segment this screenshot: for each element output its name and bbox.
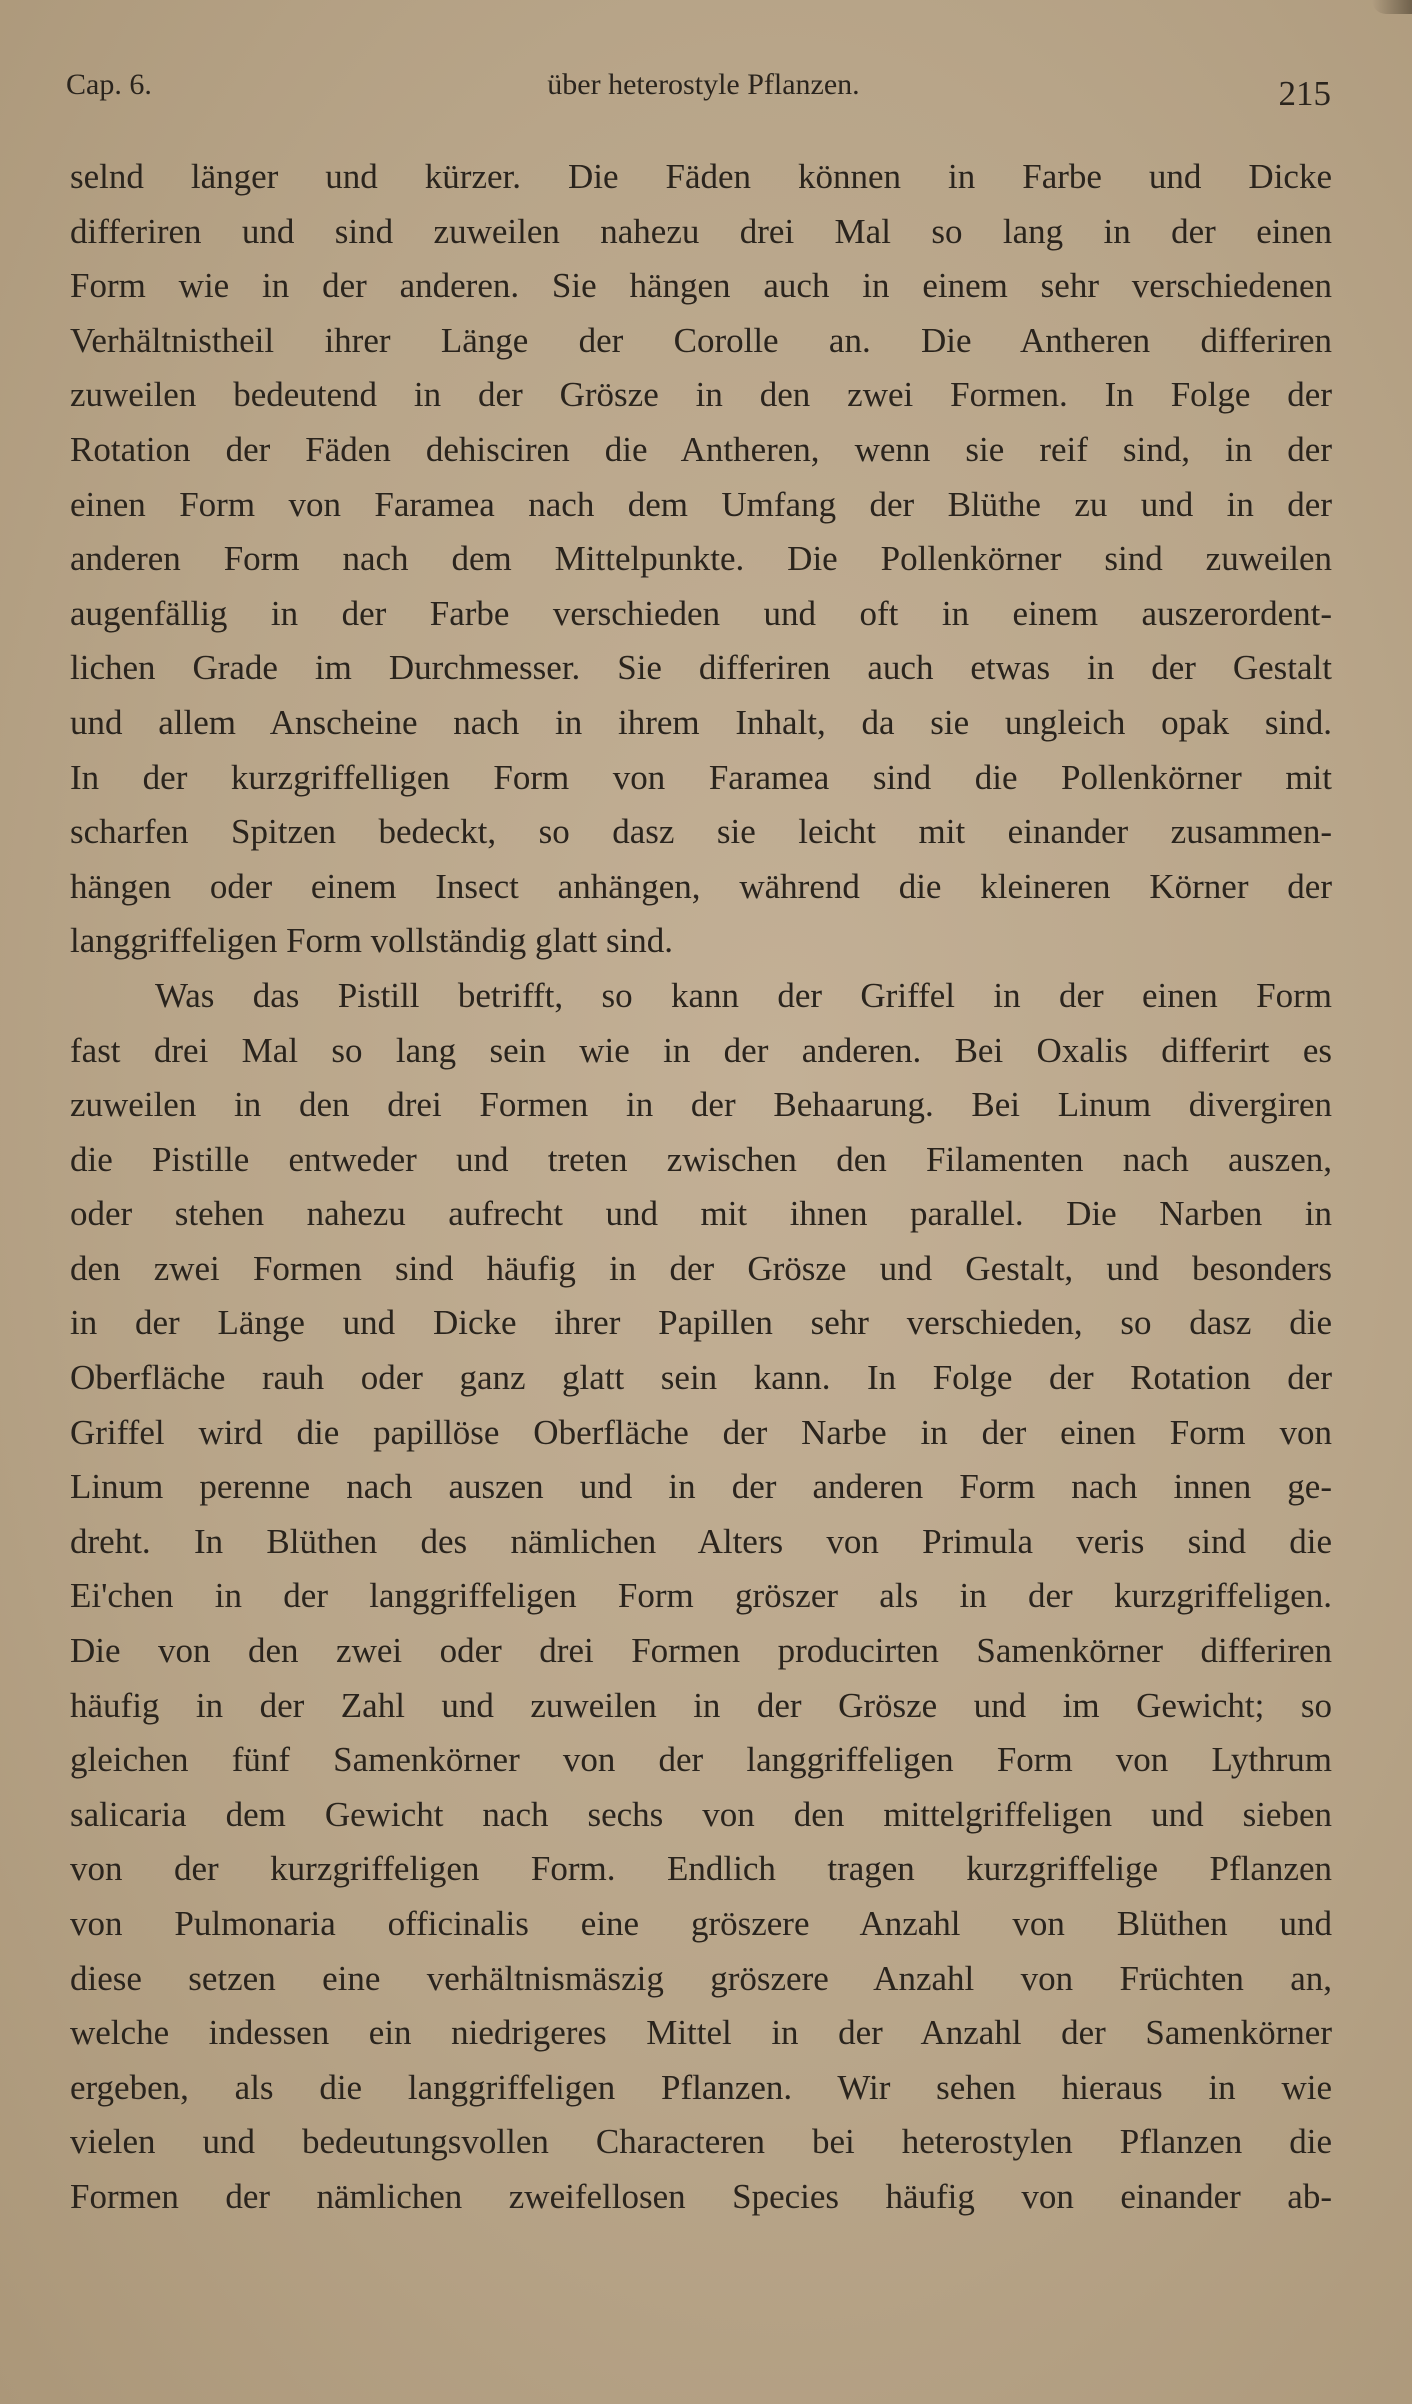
text-line: ergeben, als die langgriffeligen Pflanzen. Wir sehen hieraus in wie [70,2067,1332,2107]
text-line: Form wie in der anderen. Sie hängen auch in einem sehr verschiedenen [70,266,1332,306]
paragraph-first-line: Was das Pistill betrifft, so kann der Griffel in der einen Form [155,975,1332,1015]
running-header [66,68,1331,118]
text-line: die Pistille entweder und treten zwischen den Filamenten nach auszen, [70,1139,1332,1179]
text-line: einen Form von Faramea nach dem Umfang der Blüthe zu und in der [70,484,1332,524]
text-line: von der kurzgriffeligen Form. Endlich tragen kurzgriffelige Pflanzen [70,1849,1332,1889]
text-line: und allem Anscheine nach in ihrem Inhalt, da sie ungleich opak sind. [70,702,1332,742]
running-title: über heterostyle Pflanzen. [547,68,860,101]
page-number: 215 [1278,74,1331,113]
text-line: dreht. In Blüthen des nämlichen Alters von Primula veris sind die [70,1521,1332,1561]
text-line: selnd länger und kürzer. Die Fäden können in Farbe und Dicke [70,157,1332,196]
chapter-label: Cap. 6. [66,68,152,101]
text-line: Die von den zwei oder drei Formen producirten Samenkörner differiren [70,1631,1332,1671]
text-line: den zwei Formen sind häufig in der Grösze und Gestalt, und besonders [70,1248,1332,1288]
text-line: differiren und sind zuweilen nahezu drei Mal so lang in der einen [70,211,1332,251]
text-line: von Pulmonaria officinalis eine gröszere Anzahl von Blüthen und [70,1904,1332,1943]
text-line: Griffel wird die papillöse Oberfläche der Narbe in der einen Form von [70,1412,1332,1452]
text-line: diese setzen eine verhältnismäszig gröszere Anzahl von Früchten an, [70,1958,1332,1998]
text-line: oder stehen nahezu aufrecht und mit ihnen parallel. Die Narben in [70,1194,1332,1234]
text-line: gleichen fünf Samenkörner von der langgriffeligen Form von Lythrum [70,1740,1332,1780]
text-line: zuweilen bedeutend in der Grösze in den zwei Formen. In Folge der [70,375,1332,415]
text-line: Rotation der Fäden dehisciren die Antheren, wenn sie reif sind, in der [70,429,1332,469]
text-line: hängen oder einem Insect anhängen, während die kleineren Körner der [70,866,1332,906]
text-line: welche indessen ein niedrigeres Mittel in der Anzahl der Samenkörner [70,2013,1332,2053]
text-line: Linum perenne nach auszen und in der anderen Form nach innen ge- [70,1467,1332,1507]
text-line: Ei'chen in der langgriffeligen Form gröszer als in der kurzgriffeligen. [70,1576,1332,1616]
text-line: in der Länge und Dicke ihrer Papillen sehr verschieden, so dasz die [70,1303,1332,1343]
text-line: scharfen Spitzen bedeckt, so dasz sie leicht mit einander zusammen- [70,812,1332,852]
text-line: salicaria dem Gewicht nach sechs von den mittelgriffeligen und sieben [70,1794,1332,1834]
text-line: augenfällig in der Farbe verschieden und oft in einem auszerordent- [70,593,1332,633]
paragraph-last-line: langgriffeligen Form vollständig glatt sind. [70,921,674,961]
text-line: vielen und bedeutungsvollen Characteren bei heterostylen Pflanzen die [70,2122,1332,2162]
text-line: Formen der nämlichen zweifellosen Species häufig von einander ab- [70,2176,1332,2216]
text-line: Verhältnistheil ihrer Länge der Corolle an. Die Antheren differiren [70,320,1332,360]
text-line: zuweilen in den drei Formen in der Behaarung. Bei Linum divergiren [70,1085,1332,1125]
page-edge-shadow [1372,0,1412,14]
text-line: häufig in der Zahl und zuweilen in der Grösze und im Gewicht; so [70,1685,1332,1725]
text-line: lichen Grade im Durchmesser. Sie differiren auch etwas in der Gestalt [70,648,1332,688]
text-line: fast drei Mal so lang sein wie in der anderen. Bei Oxalis differirt es [70,1030,1332,1070]
text-line: anderen Form nach dem Mittelpunkte. Die Pollenkörner sind zuweilen [70,539,1332,579]
text-line: Oberfläche rauh oder ganz glatt sein kann. In Folge der Rotation der [70,1358,1332,1398]
body-text [70,150,1332,2225]
text-line: In der kurzgriffelligen Form von Faramea sind die Pollenkörner mit [70,757,1332,797]
